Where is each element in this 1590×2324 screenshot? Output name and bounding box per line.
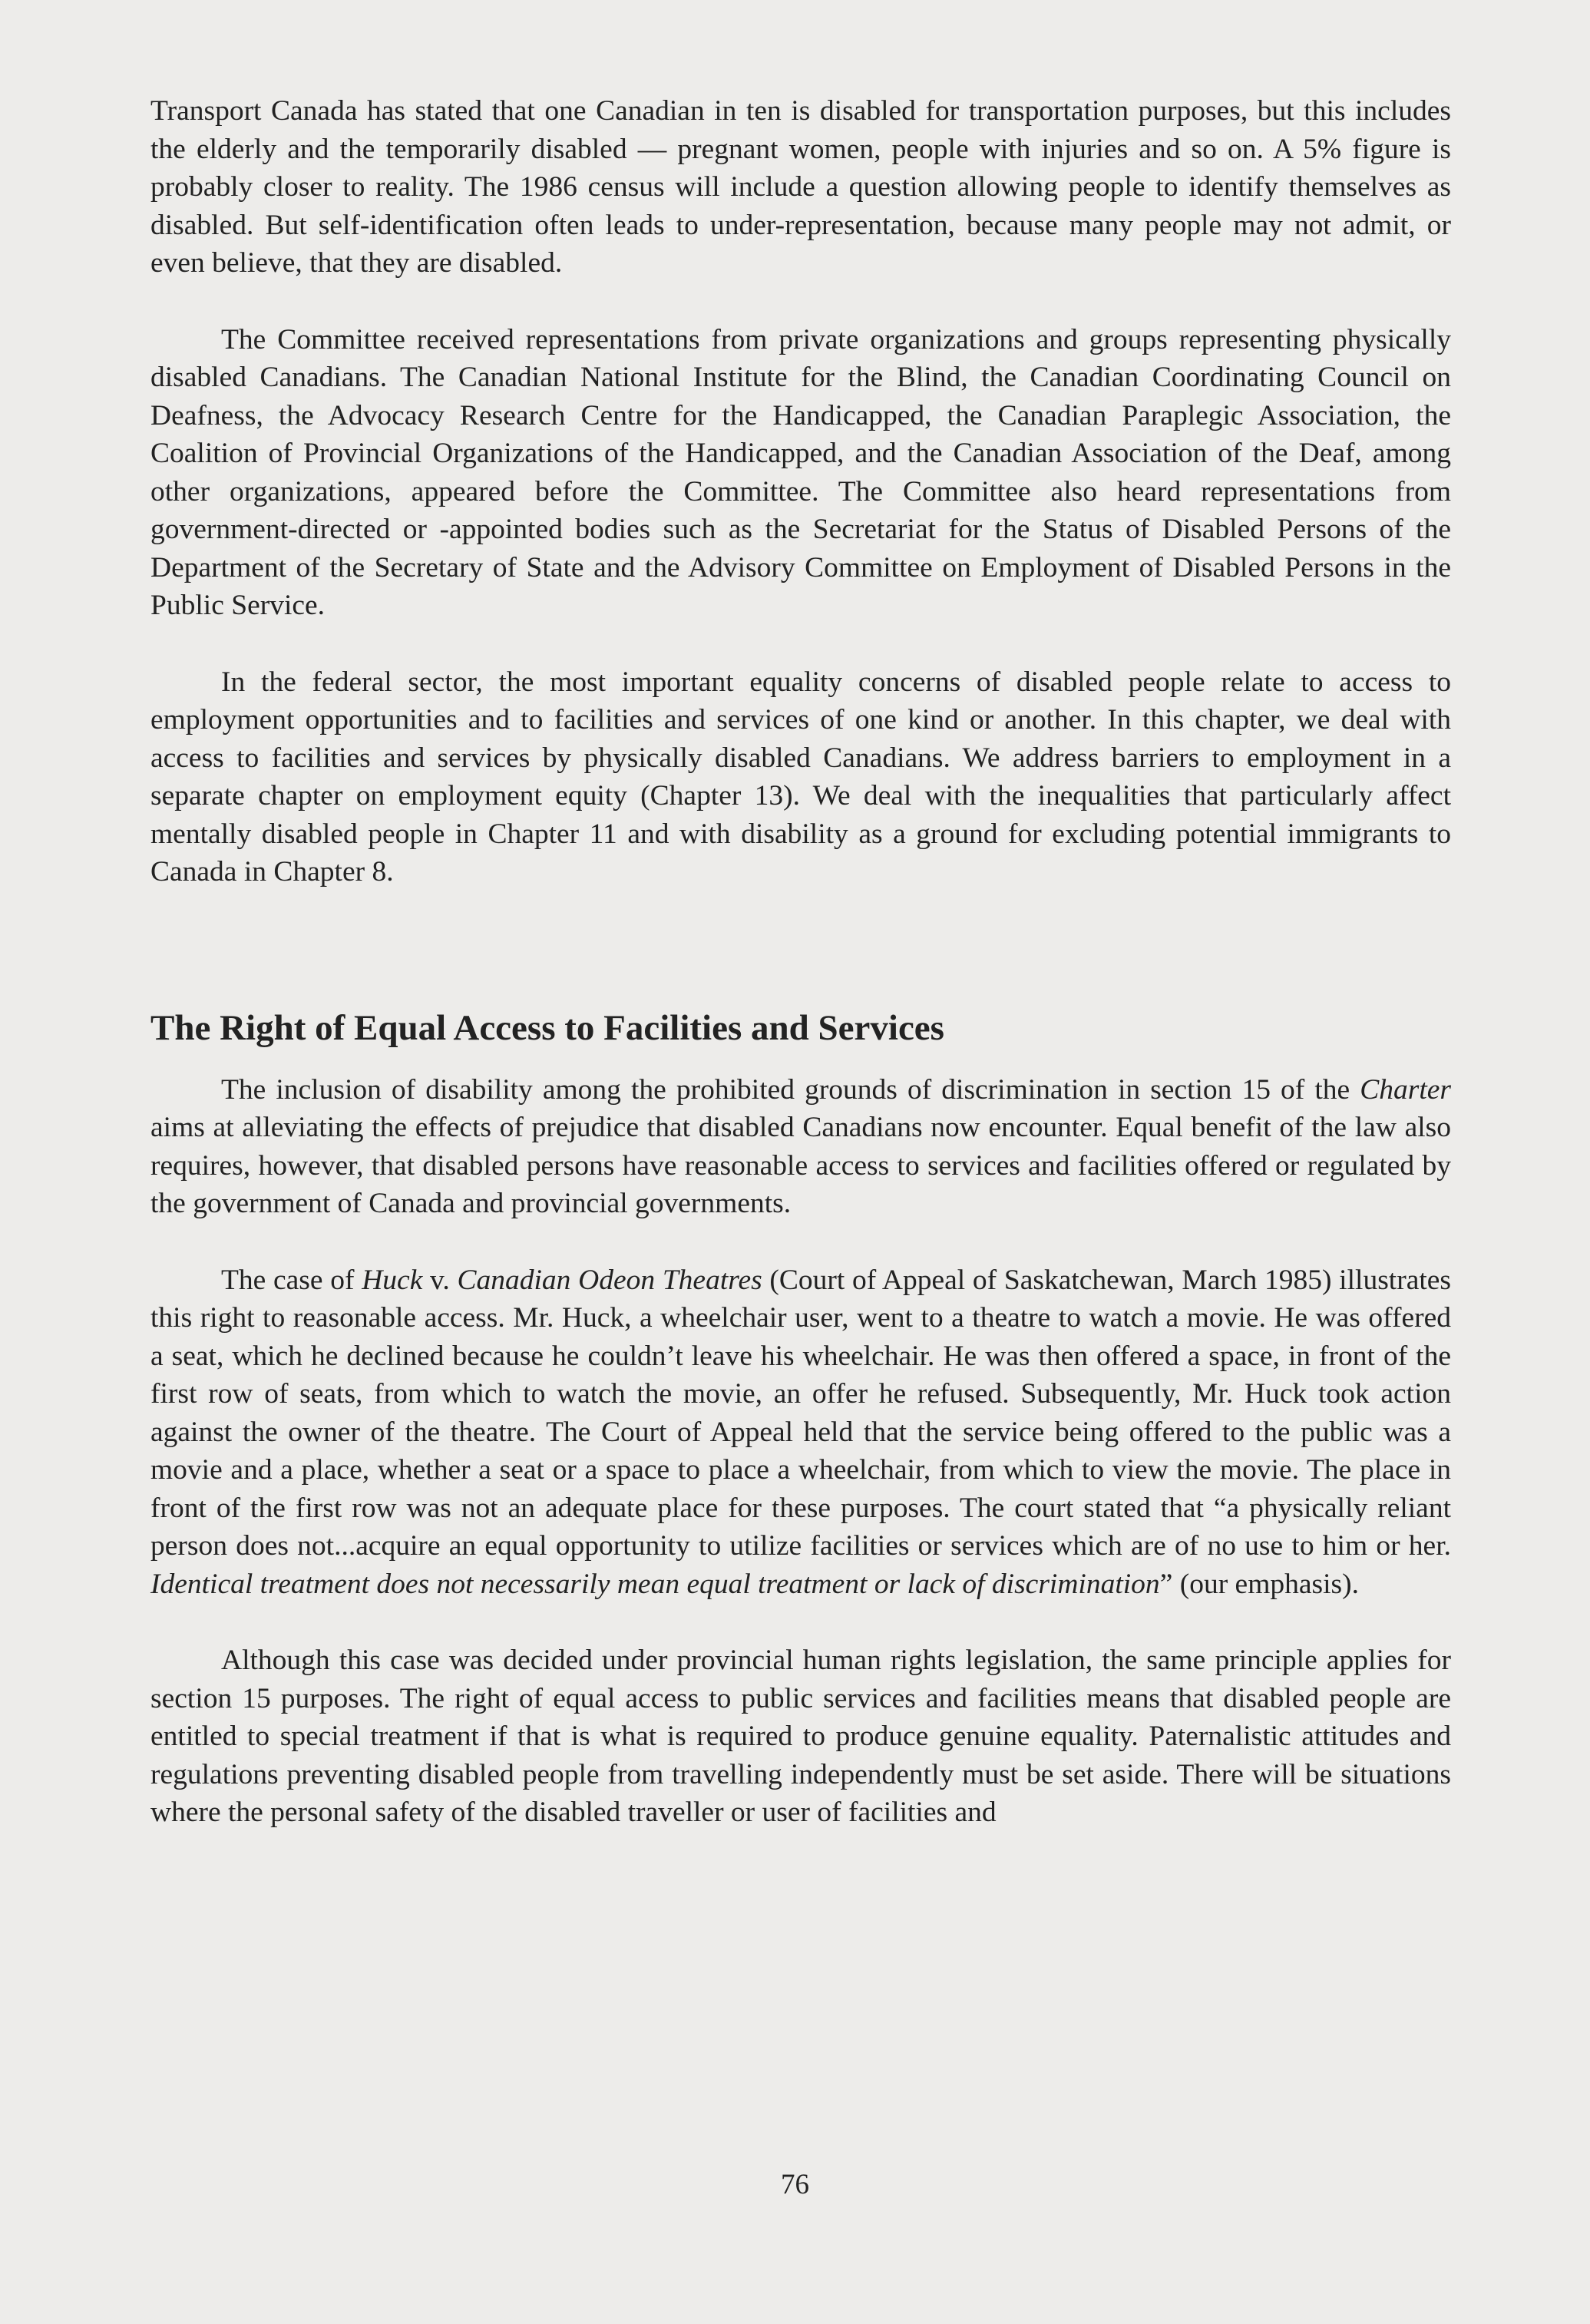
text-run: aims at alleviating the effects of prejudice that disabled Canadians now encounter. Equal benefit of the law also requires, however, that disabled persons have reasonable access to services and facilities offered or regulated by the government of Canada and provincial governments. (150, 1112, 1451, 1219)
italic-charter: Charter (1360, 1073, 1451, 1106)
paragraph-transport-canada: Transport Canada has stated that one Canadian in ten is disabled for transportation purposes, but this includes the elderly and the temporarily disabled — pregnant women, people with injuries and so on. A 5% figure is probably closer to reality. The 1986 census will include a question allowing people to identify themselves as disabled. But self-identification often leads to under-representation, because many people may not admit, or even believe, that they are disabled. (150, 95, 1451, 279)
text-run: The case of (221, 1264, 362, 1296)
paragraph-committee-representations: The Committee received representations from private organizations and groups representing physically disabled Canadians. The Canadian National Institute for the Blind, the Canadian Coordinating Council on Deafness, the Advocacy Research Centre for the Handicapped, the Canadian Paraplegic Association, the Coalition of Provincial Organizations of the Handicapped, and the Canadian Association of the Deaf, among other organizations, appeared before the Committee. The Committee also heard representations from government-directed or -appointed bodies such as the Secretariat for the Status of Disabled Persons of the Department of the Secretary of State and the Advisory Committee on Employment of Disabled Persons in the Public Service. (150, 323, 1451, 621)
text-run: (Court of Appeal of Saskatchewan, March 1985) illustrates this right to reasonable access. Mr. Huck, a wheelchair user, went to a theatre to watch a movie. He was offered a seat, which he declined because he couldn’t leave his wheelchair. He was then offered a space, in front of the first row of seats, from which to watch the movie, an offer he refused. Subsequently, Mr. Huck took action against the owner of the theatre. The Court of Appeal held that the service being offered to the public was a movie and a place, whether a seat or a space to place a wheelchair, from which to view the movie. The place in front of the first row was not an adequate place for these purposes. The court stated that “a physically reliant person does not...acquire an equal opportunity to utilize facilities or services which are of no use to him or her. (150, 1264, 1451, 1562)
page-body (150, 92, 1451, 1832)
text-run: v. (422, 1264, 458, 1296)
page-number: 76 (781, 2169, 809, 2200)
paragraph-provincial-legislation: Although this case was decided under provincial human rights legislation, the same principle applies for section 15 purposes. The right of equal access to public services and facilities means that disabled people are entitled to special treatment if that is what is required to produce genuine equality. Paternalistic attitudes and regulations preventing disabled people from travelling independently must be set aside. There will be situations where the personal safety of the disabled traveller or user of facilities and (150, 1645, 1451, 1828)
section-heading: The Right of Equal Access to Facilities and Services (150, 1007, 944, 1048)
italic-emphasis-quote: Identical treatment does not necessarily mean equal treatment or lack of discrimination (150, 1568, 1160, 1600)
paragraph-inclusion-of-disability (150, 1071, 1451, 1223)
paragraph-huck-case (150, 1261, 1451, 1604)
paragraph-federal-sector: In the federal sector, the most important equality concerns of disabled people relate to access to employment opportunities and to facilities and services of one kind or another. In this chapter, we deal with access to facilities and services by physically disabled Canadians. We address barriers to employment in a separate chapter on employment equity (Chapter 13). We deal with the inequalities that particularly affect mentally disabled people in Chapter 11 and with disability as a ground for excluding potential immigrants to Canada in Chapter 8. (150, 666, 1451, 888)
text-run: ” (our emphasis). (1159, 1568, 1359, 1600)
italic-case-odeon: Canadian Odeon Theatres (457, 1264, 762, 1296)
italic-case-huck: Huck (362, 1264, 423, 1296)
text-run: The inclusion of disability among the prohibited grounds of discrimination in section 15 of the (221, 1073, 1360, 1106)
